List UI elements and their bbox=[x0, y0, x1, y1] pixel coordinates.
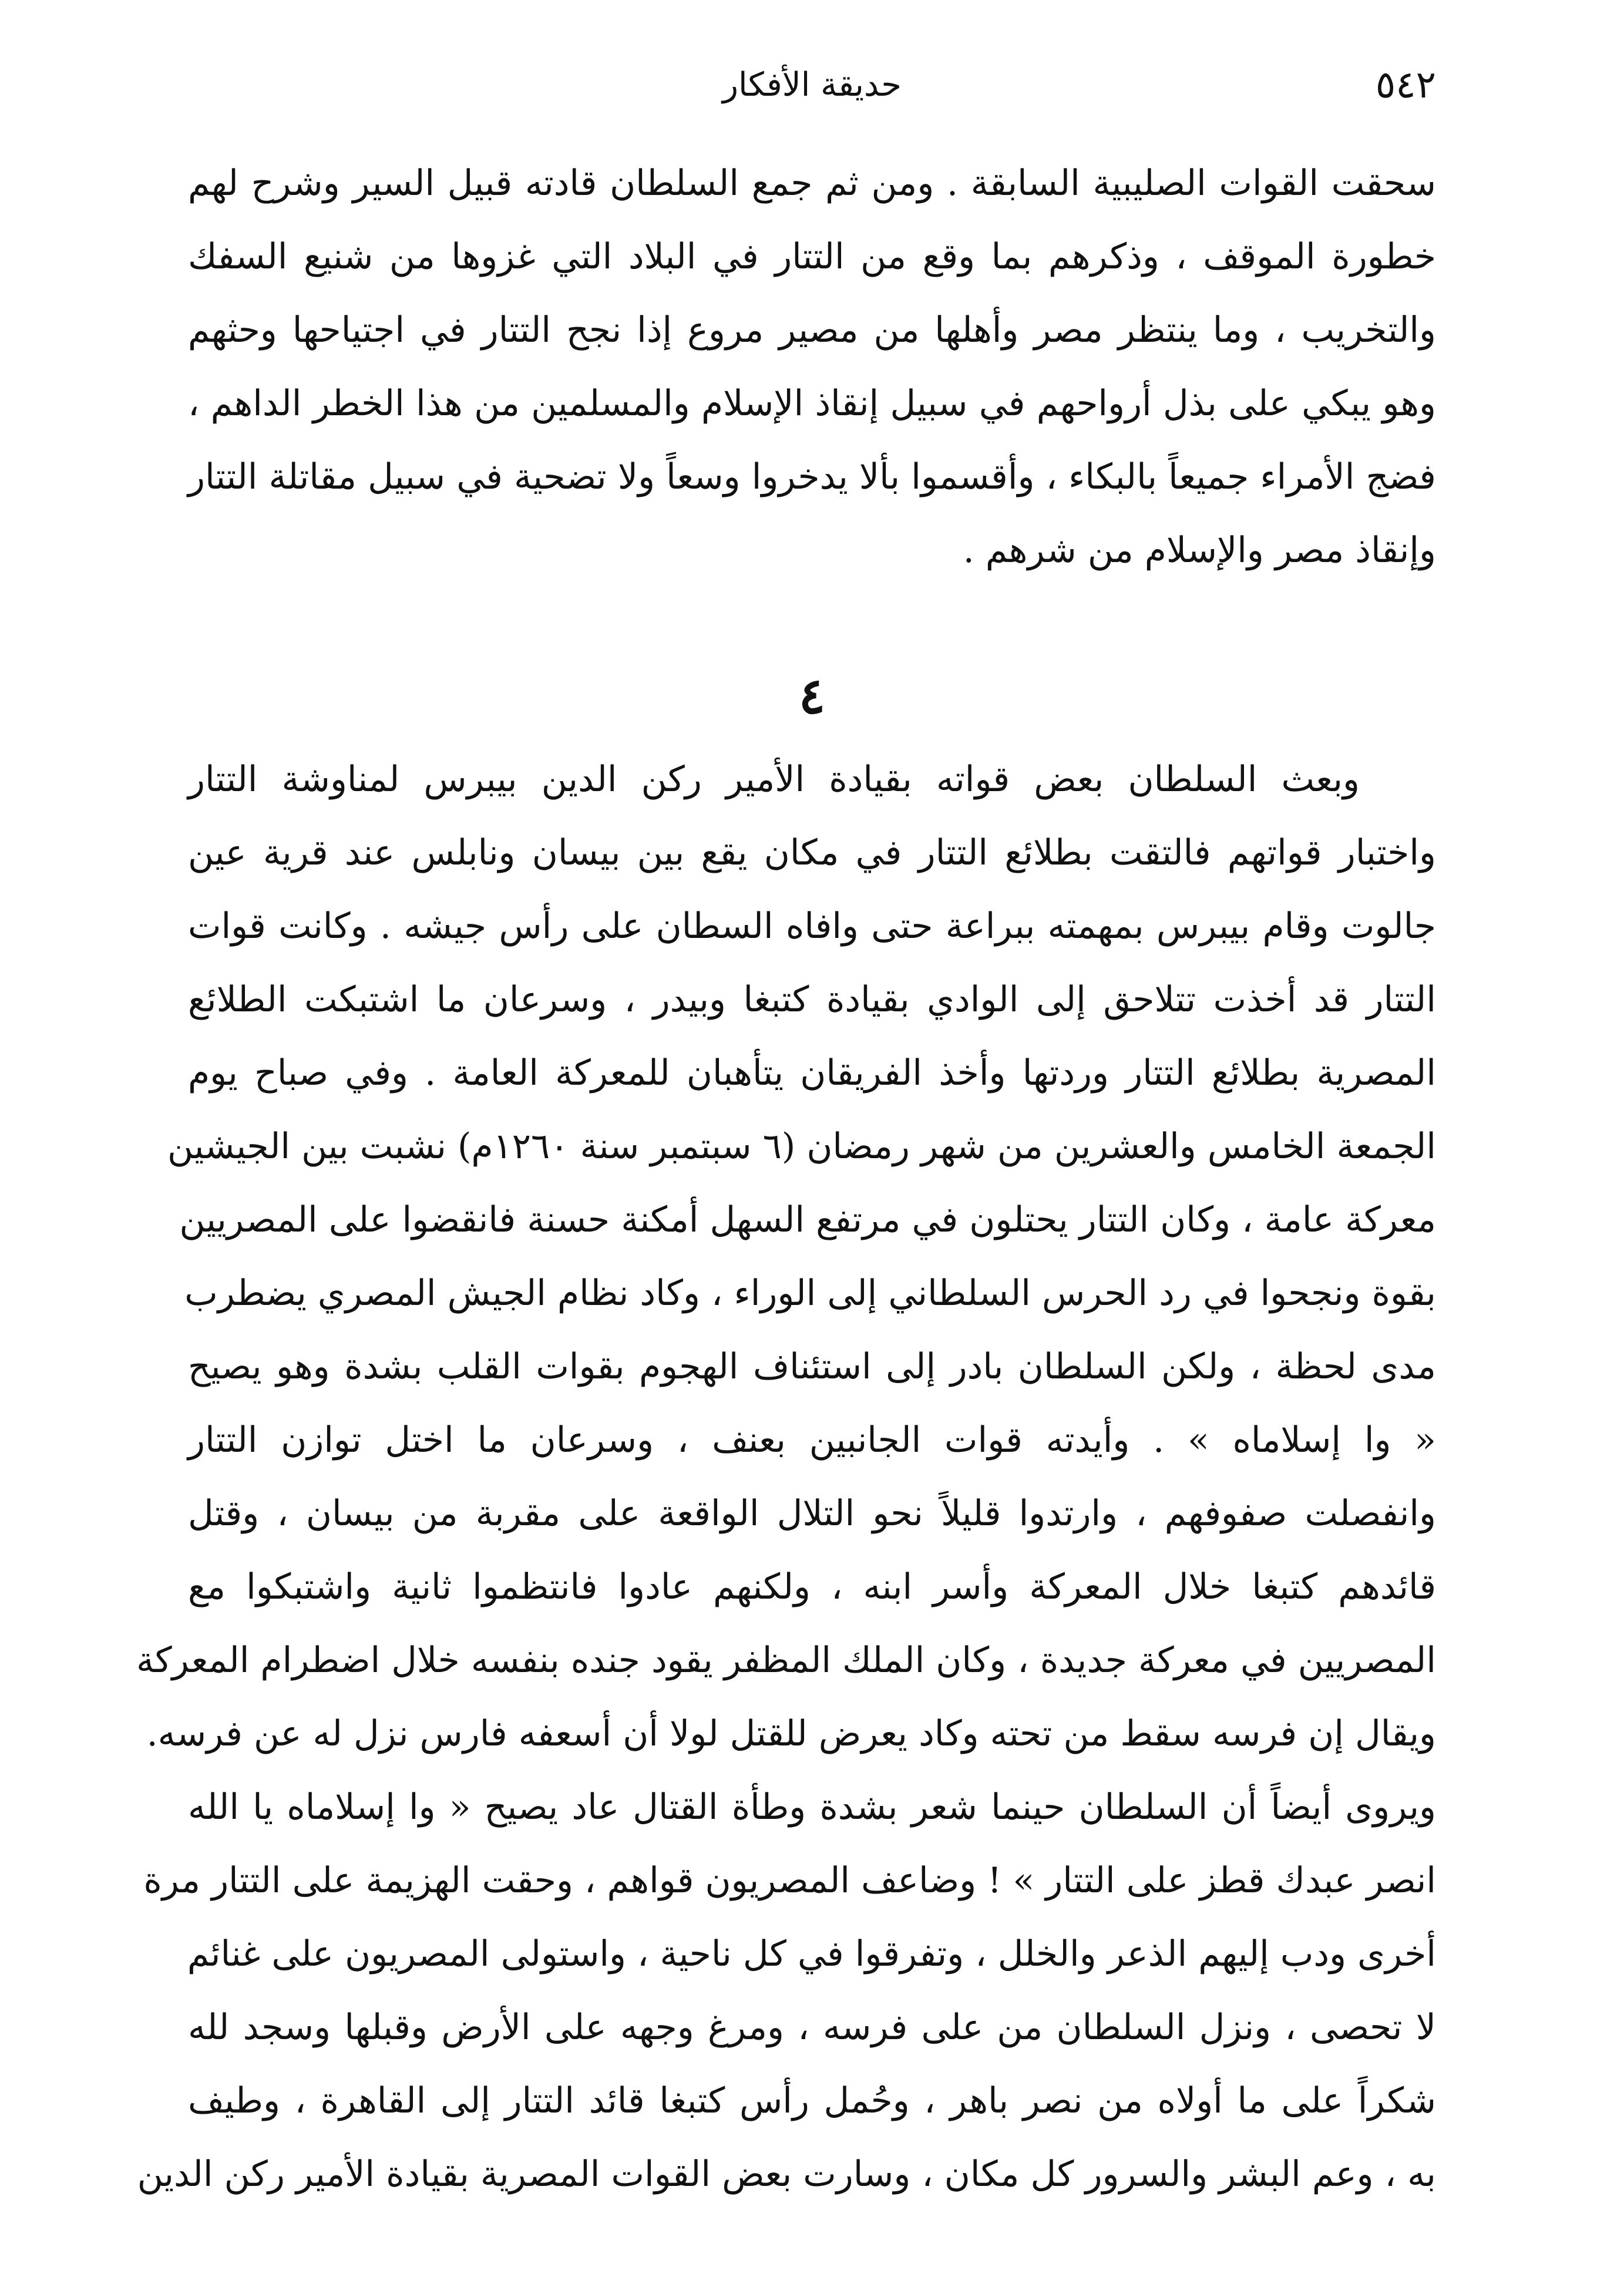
text-line: قائدهم كتبغا خلال المعركة وأسر ابنه ، ولكنهم عادوا فانتظموا ثانية واشتبكوا مع bbox=[188, 1566, 1436, 1607]
text-line: انصر عبدك قطز على التتار » ! وضاعف المصريون قواهم ، وحقت الهزيمة على التتار مرة bbox=[143, 1860, 1436, 1901]
text-line: أخرى ودب إليهم الذعر والخلل ، وتفرقوا في كل ناحية ، واستولى المصريون على غنائم bbox=[187, 1933, 1436, 1975]
text-line: المصرية بطلائع التتار وردتها وأخذ الفريقان يتأهبان للمعركة العامة . وفي صباح يوم bbox=[188, 1052, 1436, 1094]
text-line: سحقت القوات الصليبية السابقة . ومن ثم جمع السلطان قادته قبيل السير وشرح لهم bbox=[188, 163, 1436, 204]
text-line: فضج الأمراء جميعاً بالبكاء ، وأقسموا بألا يدخروا وسعاً ولا تضحية في سبيل مقاتلة التتار bbox=[188, 456, 1436, 497]
text-line: ويقال إن فرسه سقط من تحته وكاد يعرض للقتل لولا أن أسعفه فارس نزل له عن فرسه. bbox=[146, 1713, 1436, 1754]
text-line: والتخريب ، وما ينتظر مصر وأهلها من مصير مروع إذا نجح التتار في اجتياحها وحثهم bbox=[188, 310, 1436, 351]
text-line: الجمعة الخامس والعشرين من شهر رمضان (٦ سبتمبر سنة ١٢٦٠م) نشبت بين الجيشين bbox=[167, 1126, 1436, 1167]
paragraph-2 bbox=[136, 743, 1436, 2211]
running-header bbox=[188, 56, 1436, 126]
text-line: لا تحصى ، ونزل السلطان من على فرسه ، ومرغ وجهه على الأرض وقبلها وسجد لله bbox=[188, 2007, 1436, 2048]
page-number: ٥٤٢ bbox=[1375, 63, 1436, 107]
text-line: « وا إسلاماه » . وأيدته قوات الجانبين بعنف ، وسرعان ما اختل توازن التتار bbox=[188, 1420, 1436, 1461]
text-line: وبعث السلطان بعض قواته بقيادة الأمير ركن الدين بيبرس لمناوشة التتار bbox=[188, 759, 1360, 800]
section-number: ٤ bbox=[798, 667, 826, 725]
text-line: وهو يبكي على بذل أرواحهم في سبيل إنقاذ الإسلام والمسلمين من هذا الخطر الداهم ، bbox=[188, 383, 1436, 424]
text-line: ويروى أيضاً أن السلطان حينما شعر بشدة وطأة القتال عاد يصيح « وا إسلاماه يا الله bbox=[188, 1787, 1436, 1828]
text-line: بقوة ونجحوا في رد الحرس السلطاني إلى الوراء ، وكاد نظام الجيش المصري يضطرب bbox=[184, 1273, 1436, 1314]
text-line: شكراً على ما أولاه من نصر باهر ، وحُمل رأس كتبغا قائد التتار إلى القاهرة ، وطيف bbox=[188, 2080, 1436, 2121]
text-line: المصريين في معركة جديدة ، وكان الملك المظفر يقود جنده بنفسه خلال اضطرام المعركة bbox=[136, 1640, 1436, 1681]
text-line: وإنقاذ مصر والإسلام من شرهم . bbox=[963, 530, 1436, 571]
text-line: معركة عامة ، وكان التتار يحتلون في مرتفع السهل أمكنة حسنة فانقضوا على المصريين bbox=[179, 1199, 1436, 1240]
text-line: به ، وعم البشر والسرور كل مكان ، وسارت بعض القوات المصرية بقيادة الأمير ركن الدين bbox=[137, 2154, 1436, 2195]
paragraph-1 bbox=[188, 147, 1436, 587]
text-line: وانفصلت صفوفهم ، وارتدوا قليلاً نحو التلال الواقعة على مقربة من بيسان ، وقتل bbox=[188, 1493, 1436, 1534]
text-line: واختبار قواتهم فالتقت بطلائع التتار في مكان يقع بين بيسان ونابلس عند قرية عين bbox=[188, 832, 1436, 873]
text-line: جالوت وقام بيبرس بمهمته ببراعة حتى وافاه السطان على رأس جيشه . وكانت قوات bbox=[188, 906, 1436, 947]
text-line: التتار قد أخذت تتلاحق إلى الوادي بقيادة كتبغا وبيدر ، وسرعان ما اشتبكت الطلائع bbox=[188, 979, 1436, 1020]
running-title: حديقة الأفكار bbox=[722, 66, 902, 104]
text-line: خطورة الموقف ، وذكرهم بما وقع من التتار في البلاد التي غزوها من شنيع السفك bbox=[188, 236, 1436, 277]
text-line: مدى لحظة ، ولكن السلطان بادر إلى استئناف الهجوم بقوات القلب بشدة وهو يصيح bbox=[188, 1346, 1436, 1387]
